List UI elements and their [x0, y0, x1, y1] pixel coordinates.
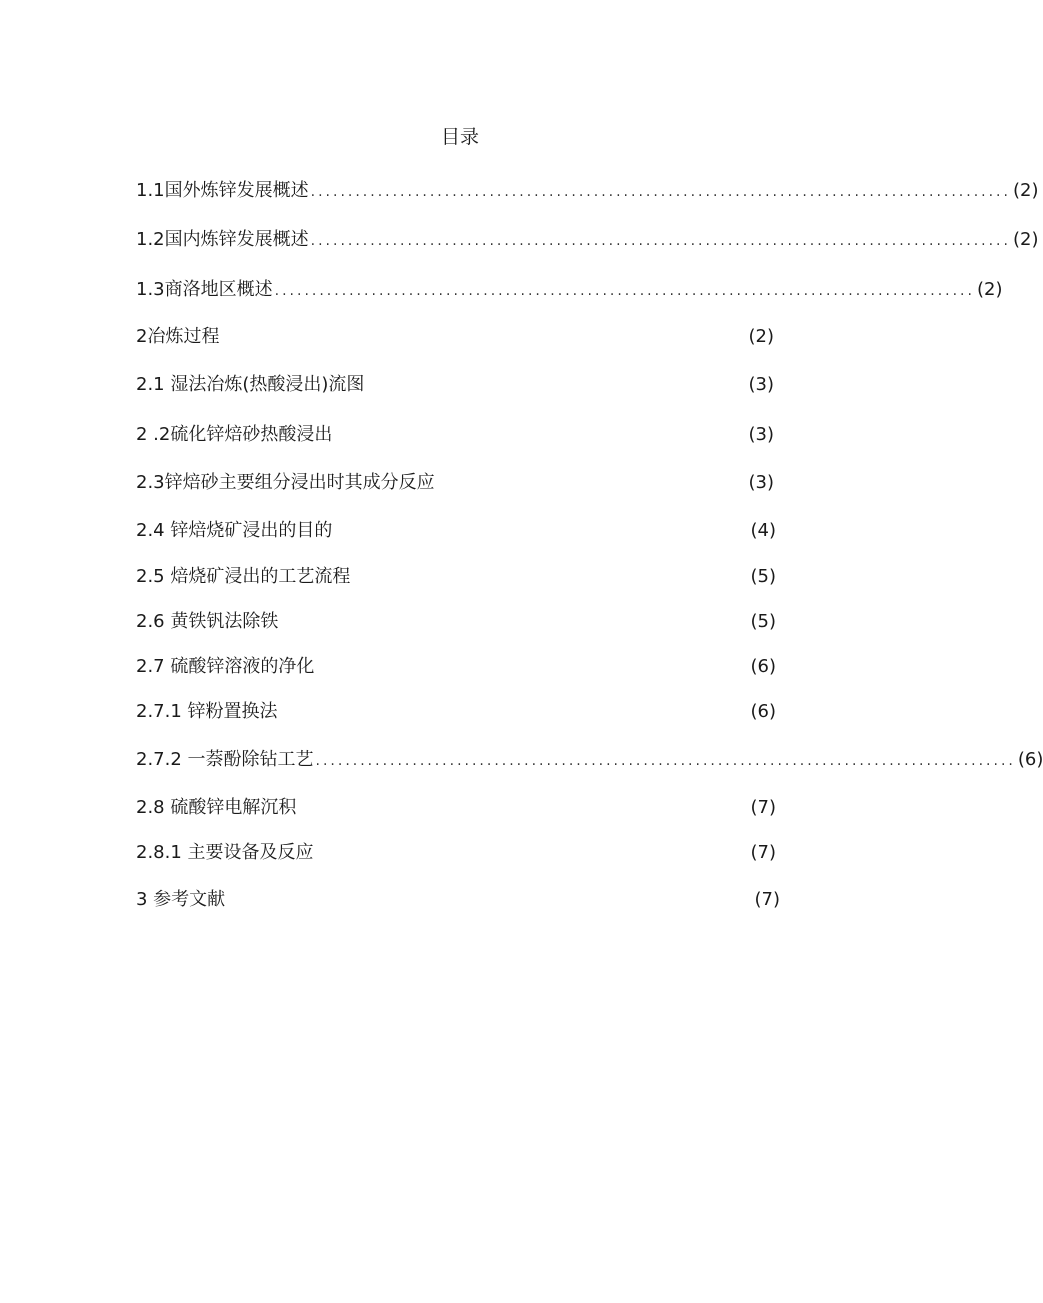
- toc-entry-label: 2.4 锌焙烧矿浸出的目的: [136, 520, 333, 541]
- toc-entry-label: 2 .2硫化锌焙砂热酸浸出: [136, 424, 333, 445]
- toc-entry[interactable]: [136, 277, 1003, 303]
- toc-entry-page: (3): [748, 472, 774, 493]
- toc-entry-page: (2): [1012, 229, 1039, 250]
- toc-entry-page: (5): [750, 611, 776, 632]
- toc-entry[interactable]: [136, 699, 776, 725]
- toc-entry-page: (3): [748, 424, 774, 445]
- toc-leader-dots: ..............................................................................................: [315, 753, 1016, 769]
- toc-entry[interactable]: [136, 227, 1039, 253]
- toc-entry-label: 1.2国内炼锌发展概述: [136, 229, 309, 250]
- toc-entry-label: 2.7 硫酸锌溶液的净化: [136, 656, 315, 677]
- toc-entry-page: (7): [754, 889, 780, 910]
- toc-entry-label: 2.7.1 锌粉置换法: [136, 701, 278, 722]
- toc-entry[interactable]: [136, 887, 780, 913]
- page-title: 目录: [440, 126, 479, 148]
- toc-leader-dots: ..............................................................................................: [310, 184, 1011, 200]
- toc-entry-label: 2.7.2 一萘酚除钻工艺: [136, 749, 314, 770]
- toc-entry-label: 1.3商洛地区概述: [136, 279, 273, 300]
- toc-leader-dots: ..............................................................................................: [274, 283, 975, 299]
- toc-entry[interactable]: [136, 324, 774, 350]
- toc-entry[interactable]: [136, 372, 774, 398]
- toc-entry-page: (7): [750, 797, 776, 818]
- toc-entry[interactable]: [136, 422, 774, 448]
- toc-entry-page: (2): [976, 279, 1003, 300]
- toc-entry-page: (6): [750, 656, 776, 677]
- toc-entry-label: 2.1 湿法冶炼(热酸浸出)流图: [136, 374, 365, 395]
- toc-entry-page: (2): [1012, 180, 1039, 201]
- toc-entry-page: (3): [748, 374, 774, 395]
- toc-entry-page: (4): [750, 520, 776, 541]
- toc-entry[interactable]: [136, 518, 776, 544]
- toc-entry-label: 2.3锌焙砂主要组分浸出时其成分反应: [136, 472, 435, 493]
- toc-entry-page: (6): [750, 701, 776, 722]
- toc-entry-label: 2冶炼过程: [136, 326, 220, 347]
- toc-entry[interactable]: [136, 795, 776, 821]
- toc-entry[interactable]: [136, 564, 776, 590]
- toc-entry[interactable]: [136, 654, 776, 680]
- toc-entry[interactable]: [136, 747, 1043, 773]
- toc-leader-dots: ..............................................................................................: [310, 233, 1011, 249]
- toc-entry-label: 2.8 硫酸锌电解沉积: [136, 797, 297, 818]
- toc-entry[interactable]: [136, 470, 774, 496]
- toc-entry[interactable]: [136, 609, 776, 635]
- toc-entry-page: (6): [1017, 749, 1043, 770]
- toc-entry-label: 2.5 焙烧矿浸出的工艺流程: [136, 566, 351, 587]
- toc-entry-label: 2.8.1 主要设备及反应: [136, 842, 314, 863]
- toc-entry-label: 2.6 黄铁钒法除铁: [136, 611, 279, 632]
- toc-entry[interactable]: [136, 840, 776, 866]
- toc-entry-page: (5): [750, 566, 776, 587]
- toc-entry-page: (7): [750, 842, 776, 863]
- toc-entry-page: (2): [748, 326, 774, 347]
- toc-entry-label: 3 参考文献: [136, 889, 226, 910]
- toc-entry[interactable]: [136, 178, 1039, 204]
- toc-entry-label: 1.1国外炼锌发展概述: [136, 180, 309, 201]
